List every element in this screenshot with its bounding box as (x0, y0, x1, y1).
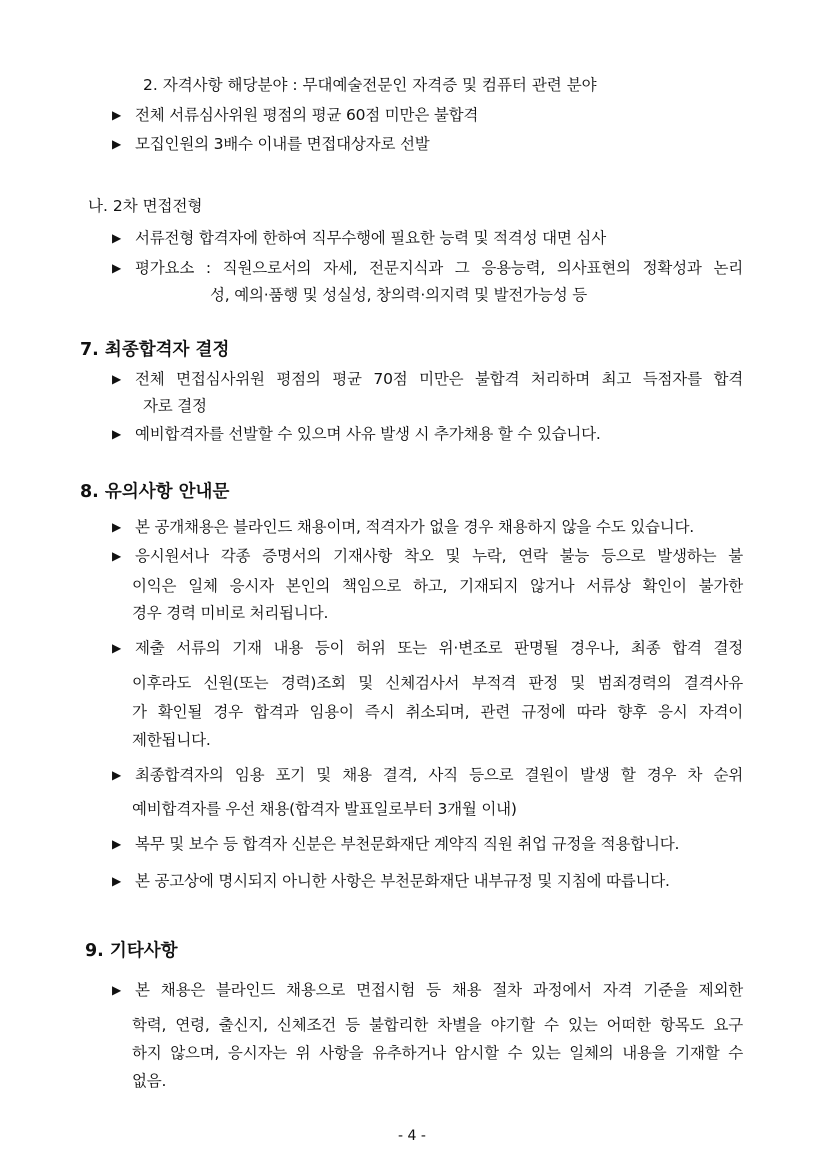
section-9-title: 9. 기타사항 (85, 941, 178, 961)
bullet-triangle-icon: ▶ (112, 520, 122, 534)
section-8-bullet-line: 제한됩니다. (132, 731, 211, 749)
section-9-bullet-line: 없음. (132, 1072, 167, 1090)
section-8-bullet-line: 복무 및 보수 등 합격자 신분은 부천문화재단 계약직 직원 취업 규정을 적용합니다. (135, 835, 680, 853)
section-8-bullet-line: 예비합격자를 우선 채용(합격자 발표일로부터 3개월 이내) (132, 800, 517, 818)
bullet-triangle-icon: ▶ (112, 641, 122, 655)
section-7-bullet-line: 자로 결정 (143, 397, 207, 415)
section-8-title: 8. 유의사항 안내문 (80, 482, 230, 502)
bullet-triangle-icon: ▶ (112, 983, 122, 997)
interview-bullet-line: 평가요소 : 직원으로서의 자세, 전문지식과 그 응용능력, 의사표현의 정확성과 논리 (135, 259, 743, 277)
bullet-triangle-icon: ▶ (112, 108, 122, 122)
bullet-triangle-icon: ▶ (112, 137, 122, 151)
section-8-bullet-line: 이후라도 신원(또는 경력)조회 및 신체검사서 부적격 판정 및 범죄경력의 결격사유 (132, 674, 743, 692)
interview-candidate-selection: 모집인원의 3배수 이내를 면접대상자로 선발 (135, 135, 430, 153)
section-8-bullet-line: 응시원서나 각종 증명서의 기재사항 착오 및 누락, 연락 불능 등으로 발생하는 불 (135, 547, 743, 565)
bullet-triangle-icon: ▶ (112, 427, 122, 441)
bullet-triangle-icon: ▶ (112, 372, 122, 386)
section-9-bullet-line: 하지 않으며, 응시자는 위 사항을 유추하거나 암시할 수 있는 일체의 내용을 기재할 수 (132, 1044, 743, 1062)
section-8-bullet-line: 이익은 일체 응시자 본인의 책임으로 하고, 기재되지 않거나 서류상 확인이 불가한 (132, 577, 743, 595)
section-8-bullet-line: 본 공고상에 명시되지 아니한 사항은 부천문화재단 내부규정 및 지침에 따릅니다. (135, 872, 670, 890)
bullet-triangle-icon: ▶ (112, 874, 122, 888)
bullet-triangle-icon: ▶ (112, 837, 122, 851)
section-7-title: 7. 최종합격자 결정 (80, 340, 230, 360)
doc-screening-fail-criterion: 전체 서류심사위원 평점의 평균 60점 미만은 불합격 (135, 106, 479, 124)
bullet-triangle-icon: ▶ (112, 768, 122, 782)
interview-stage-title: 나. 2차 면접전형 (88, 197, 203, 215)
section-9-bullet-line: 학력, 연령, 출신지, 신체조건 등 불합리한 차별을 야기할 수 있는 어떠한 항목도 요구 (132, 1016, 743, 1034)
interview-bullet-line: 성, 예의·품행 및 성실성, 창의력·의지력 및 발전가능성 등 (210, 286, 588, 304)
section-9-bullet-line: 본 채용은 블라인드 채용으로 면접시험 등 채용 절차 과정에서 자격 기준을 제외한 (135, 981, 743, 999)
section-8-bullet-line: 가 확인될 경우 합격과 임용이 즉시 취소되며, 관련 규정에 따라 향후 응시 자격이 (132, 703, 743, 721)
bullet-triangle-icon: ▶ (112, 231, 122, 245)
section-8-bullet-line: 경우 경력 미비로 처리됩니다. (132, 604, 329, 622)
interview-bullet-line: 서류전형 합격자에 한하여 직무수행에 필요한 능력 및 적격성 대면 심사 (135, 229, 606, 247)
section-7-bullet-line: 전체 면접심사위원 평점의 평균 70점 미만은 불합격 처리하며 최고 득점자를 합격 (135, 370, 743, 388)
qualification-field-item: 2. 자격사항 해당분야 : 무대예술전문인 자격증 및 컴퓨터 관련 분야 (143, 76, 597, 94)
section-7-bullet-line: 예비합격자를 선발할 수 있으며 사유 발생 시 추가채용 할 수 있습니다. (135, 425, 601, 443)
section-8-bullet-line: 본 공개채용은 블라인드 채용이며, 적격자가 없을 경우 채용하지 않을 수도 있습니다. (135, 518, 695, 536)
section-8-bullet-line: 제출 서류의 기재 내용 등이 허위 또는 위·변조로 판명될 경우나, 최종 합격 결정 (135, 639, 743, 657)
page-number: - 4 - (398, 1128, 426, 1144)
section-8-bullet-line: 최종합격자의 임용 포기 및 채용 결격, 사직 등으로 결원이 발생 할 경우 차 순위 (135, 766, 743, 784)
bullet-triangle-icon: ▶ (112, 549, 122, 563)
bullet-triangle-icon: ▶ (112, 261, 122, 275)
